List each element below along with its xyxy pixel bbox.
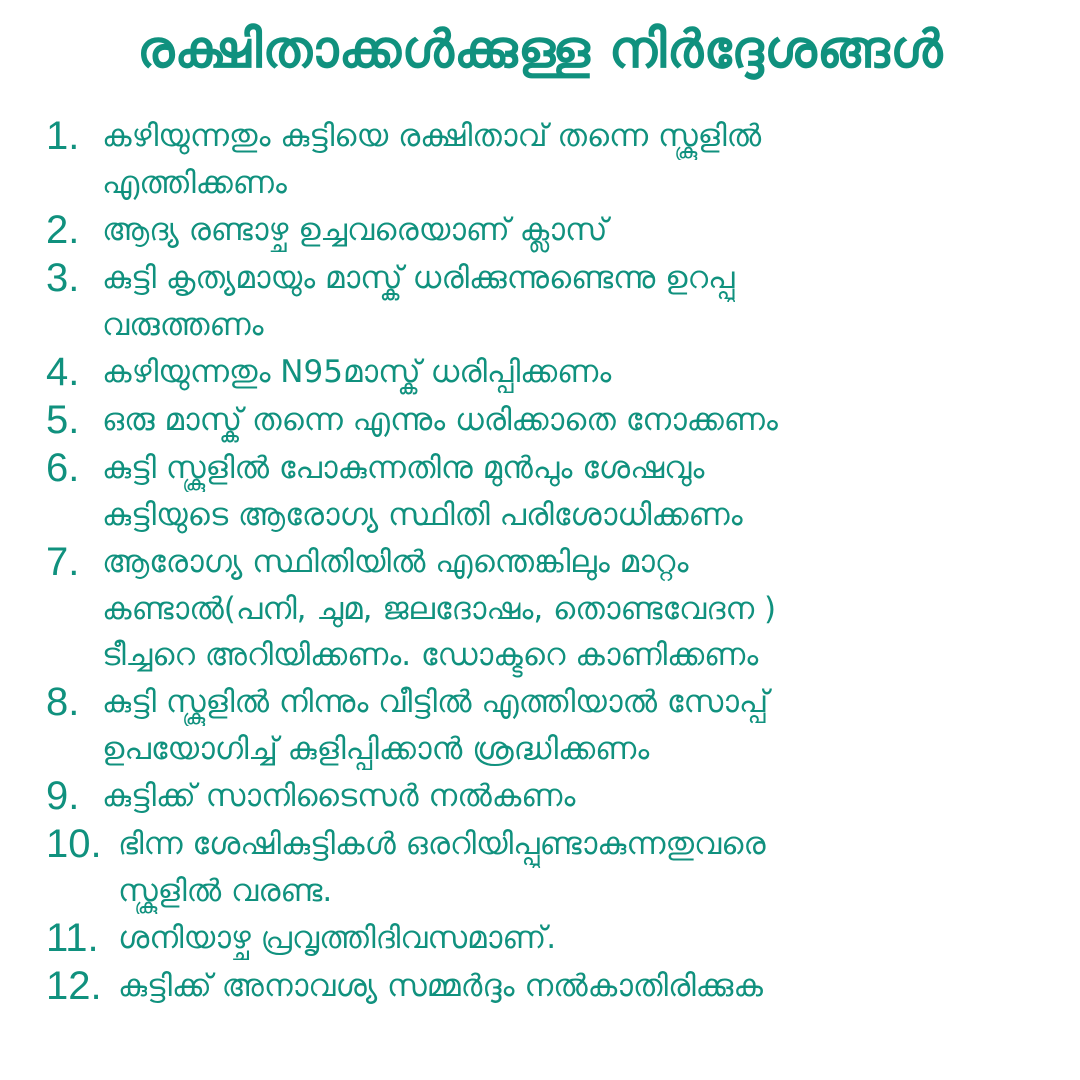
list-item-text [102, 112, 1056, 206]
list-item-number: 5. [46, 398, 80, 442]
list-item-line: കുട്ടിക്ക് സാനിടൈസർ നൽകണം [102, 778, 576, 814]
list-item-line: എത്തിക്കണം [102, 165, 287, 201]
list-item-line: കുട്ടി സ്കൂളിൽ നിന്നും വീട്ടിൽ എത്തിയാൽ സോപ്പ് [102, 684, 769, 720]
list-item-line: ശനിയാഴ്ച പ്രവൃത്തിദിവസമാണ്. [118, 920, 557, 956]
list-item-number: 4. [46, 350, 80, 394]
list-item [46, 444, 1056, 538]
instruction-list [46, 112, 1056, 1010]
list-item-line: കുട്ടിയുടെ ആരോഗ്യ സ്ഥിതി പരിശോധിക്കണം [102, 497, 743, 533]
list-item-number: 10. [46, 822, 102, 866]
list-item-text [102, 396, 1056, 444]
list-item-number: 6. [46, 446, 80, 490]
list-item-text [102, 348, 1056, 396]
list-item [46, 396, 1056, 444]
list-item-line: ടീച്ചറെ അറിയിക്കണം. ഡോക്ടറെ കാണിക്കണം [102, 637, 759, 673]
poster-title: രക്ഷിതാക്കൾക്കുള്ള നിർദ്ദേശങ്ങൾ [137, 20, 943, 80]
list-item-line: കണ്ടാൽ(പനി, ചുമ, ജലദോഷം, തൊണ്ടവേദന ) [102, 591, 777, 627]
list-item [46, 348, 1056, 396]
list-item [46, 678, 1056, 772]
list-item [46, 112, 1056, 206]
list-item-number: 2. [46, 208, 80, 252]
list-item-text [102, 444, 1056, 538]
list-item-number: 8. [46, 680, 80, 724]
list-item-text [102, 678, 1056, 772]
list-item-number: 11. [46, 916, 99, 960]
list-item-text [102, 772, 1056, 820]
list-item [46, 772, 1056, 820]
list-item-text [102, 206, 1056, 254]
list-item-line: കഴിയുന്നതും കുട്ടിയെ രക്ഷിതാവ് തന്നെ സ്കൂളിൽ [102, 118, 762, 154]
list-item-line: കുട്ടിക്ക് അനാവശ്യ സമ്മർദ്ദം നൽകാതിരിക്കുക [118, 968, 763, 1004]
list-item-number: 1. [46, 114, 80, 158]
list-item-line: വരുത്തണം [102, 307, 264, 343]
list-item-number: 7. [46, 540, 80, 584]
list-item [46, 206, 1056, 254]
list-item-number: 12. [46, 964, 102, 1008]
list-item-line: ആരോഗ്യ സ്ഥിതിയിൽ എന്തെങ്കിലും മാറ്റം [102, 544, 689, 580]
list-item-text [102, 254, 1056, 348]
list-item-text [118, 962, 1056, 1010]
list-item [46, 914, 1056, 962]
list-item-line: കുട്ടി സ്കൂളിൽ പോകുന്നതിനു മുൻപും ശേഷവും [102, 450, 705, 486]
list-item-line: ഒരു മാസ്ക് തന്നെ എന്നും ധരിക്കാതെ നോക്കണം [102, 402, 778, 438]
list-item [46, 820, 1056, 914]
list-item-line: ആദ്യ രണ്ടാഴ്ച ഉച്ചവരെയാണ് ക്ലാസ് [102, 212, 608, 248]
list-item-line: കുട്ടി കൃത്യമായും മാസ്ക് ധരിക്കുന്നുണ്ടെന്നു ഉറപ്പു [102, 260, 735, 296]
list-item-text [118, 820, 1056, 914]
list-item-text [102, 538, 1056, 678]
list-item-number: 3. [46, 256, 80, 300]
list-item-text [118, 914, 1056, 962]
list-item [46, 538, 1056, 678]
list-item-line: ഭിന്ന ശേഷികുട്ടികൾ ഒരറിയിപ്പുണ്ടാകുന്നതുവരെ [118, 826, 766, 862]
list-item-number: 9. [46, 774, 80, 818]
list-item-line: ഉപയോഗിച്ച് കുളിപ്പിക്കാൻ ശ്രദ്ധിക്കണം [102, 731, 650, 767]
list-item-line: സ്കൂളിൽ വരണ്ട. [118, 873, 333, 909]
list-item [46, 254, 1056, 348]
list-item-line: കഴിയുന്നതും N95മാസ്ക് ധരിപ്പിക്കണം [102, 354, 612, 390]
list-item [46, 962, 1056, 1010]
